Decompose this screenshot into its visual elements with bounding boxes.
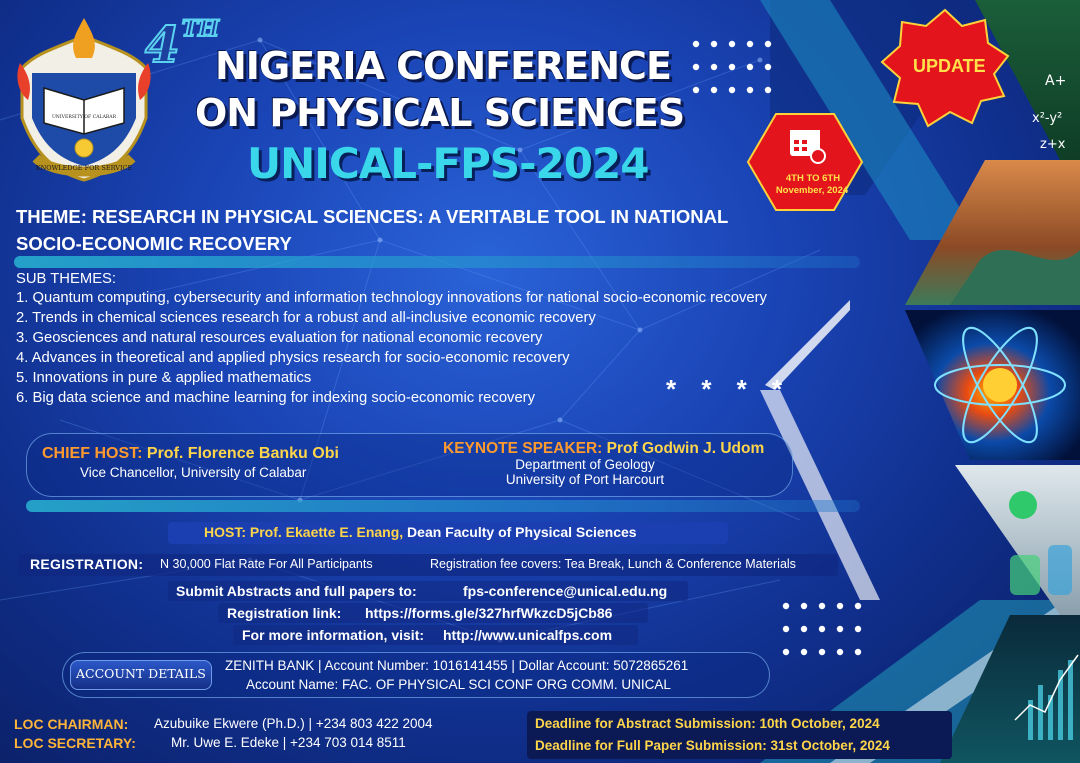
- loc-secretary: Mr. Uwe E. Edeke | +234 703 014 8511: [171, 735, 406, 750]
- sub-theme-item: 2. Trends in chemical sciences research for a robust and all-inclusive economic recovery: [16, 310, 596, 326]
- crest-motto: KNOWLEDGE FOR SERVICE: [35, 164, 133, 172]
- full-paper-deadline: Deadline for Full Paper Submission: 31st October, 2024: [535, 738, 890, 753]
- submit-email-link[interactable]: fps-conference@unical.edu.ng: [463, 583, 668, 599]
- date-range: 4TH TO 6TH: [785, 173, 841, 184]
- sub-theme-item: 3. Geosciences and natural resources evaluation for national economic recovery: [16, 330, 543, 346]
- canyon-image: [905, 160, 1080, 305]
- keynote-label: KEYNOTE SPEAKER:: [443, 440, 603, 457]
- date-badge: [746, 112, 864, 212]
- keynote-dept: Department of Geology: [515, 457, 655, 472]
- chief-host-role: Vice Chancellor, University of Calabar: [80, 465, 307, 480]
- date-month: November, 2024: [775, 185, 849, 196]
- keynote-institution: University of Port Harcourt: [505, 472, 665, 487]
- abstract-deadline: Deadline for Abstract Submission: 10th October, 2024: [535, 716, 880, 731]
- formula-c-text: z+x: [1040, 137, 1066, 152]
- update-badge-text: UPDATE: [913, 56, 986, 76]
- host-role: Dean Faculty of Physical Sciences: [407, 524, 637, 540]
- ordinal-suffix: TH: [181, 16, 219, 42]
- host-name: Prof. Ekaette E. Enang,: [249, 524, 404, 540]
- sub-themes-label: SUB THEMES:: [16, 271, 117, 287]
- title-line-2: ON PHYSICAL SCIENCES: [195, 91, 685, 135]
- loc-chairman: Azubuike Ekwere (Ph.D.) | +234 803 422 2004: [154, 716, 433, 731]
- dot-grid-bottom: [778, 598, 868, 660]
- loc-chairman-label: LOC CHAIRMAN:: [14, 716, 129, 732]
- registration-label: REGISTRATION:: [30, 556, 144, 572]
- theme-divider: [14, 256, 860, 268]
- theme-heading: THEME: RESEARCH IN PHYSICAL SCIENCES: A VERITABLE TOOL IN NATIONAL SOCIO-ECONOMIC RECOVERY: [16, 206, 728, 254]
- website-link[interactable]: http://www.unicalfps.com: [443, 627, 613, 643]
- university-crest-icon: [14, 8, 154, 183]
- sub-theme-item: 1. Quantum computing, cybersecurity and information technology innovations for national socio-economic recovery: [16, 290, 767, 306]
- account-details-label: ACCOUNT DETAILS: [76, 666, 206, 681]
- keynote-name: Prof Godwin J. Udom: [606, 440, 765, 457]
- host-divider: [26, 500, 860, 512]
- loc-secretary-label: LOC SECRETARY:: [14, 735, 136, 751]
- registration-link[interactable]: https://forms.gle/327hrfWkzcD5jCb86: [365, 605, 613, 621]
- chief-host-name: Prof. Florence Banku Obi: [146, 445, 339, 462]
- conference-code: UNICAL-FPS-2024: [247, 139, 649, 188]
- title-line-1: NIGERIA CONFERENCE: [215, 44, 671, 88]
- registration-rate: N 30,000 Flat Rate For All Participants: [160, 557, 373, 571]
- chemistry-lab-image: [955, 465, 1080, 615]
- sub-theme-item: 5. Innovations in pure & applied mathematics: [16, 370, 312, 386]
- reg-link-label: Registration link:: [227, 605, 342, 621]
- ordinal-number: 4: [145, 15, 180, 74]
- registration-covers: Registration fee covers: Tea Break, Lunch & Conference Materials: [430, 557, 796, 571]
- formula-a-text: A+: [1045, 73, 1067, 89]
- dot-grid-top: [688, 36, 778, 98]
- info-label: For more information, visit:: [242, 627, 425, 643]
- sub-theme-item: 4. Advances in theoretical and applied physics research for socio-economic recovery: [16, 350, 570, 366]
- account-name: Account Name: FAC. OF PHYSICAL SCI CONF ORG COMM. UNICAL: [246, 677, 671, 692]
- chief-host-label: CHIEF HOST:: [42, 445, 143, 462]
- formula-b-text: x²-y²: [1032, 111, 1063, 126]
- crest-book-text: UNIVERSITY OF CALABAR: [51, 115, 117, 120]
- host-label: HOST:: [204, 524, 246, 540]
- keynote-affiliation: [470, 457, 700, 487]
- data-chart-image: [940, 615, 1080, 763]
- atom-image: [905, 310, 1080, 460]
- host: [204, 524, 637, 540]
- bank-details: ZENITH BANK | Account Number: 1016141455 | Dollar Account: 5072865261: [225, 658, 689, 673]
- ordinal-edition: [145, 15, 219, 74]
- decorative-stars: * * * *: [666, 374, 792, 404]
- keynote-speaker: [443, 440, 764, 458]
- sub-theme-item: 6. Big data science and machine learning for indexing socio-economic recovery: [16, 390, 535, 406]
- submit-label: Submit Abstracts and full papers to:: [176, 583, 417, 599]
- chief-host: [42, 445, 339, 463]
